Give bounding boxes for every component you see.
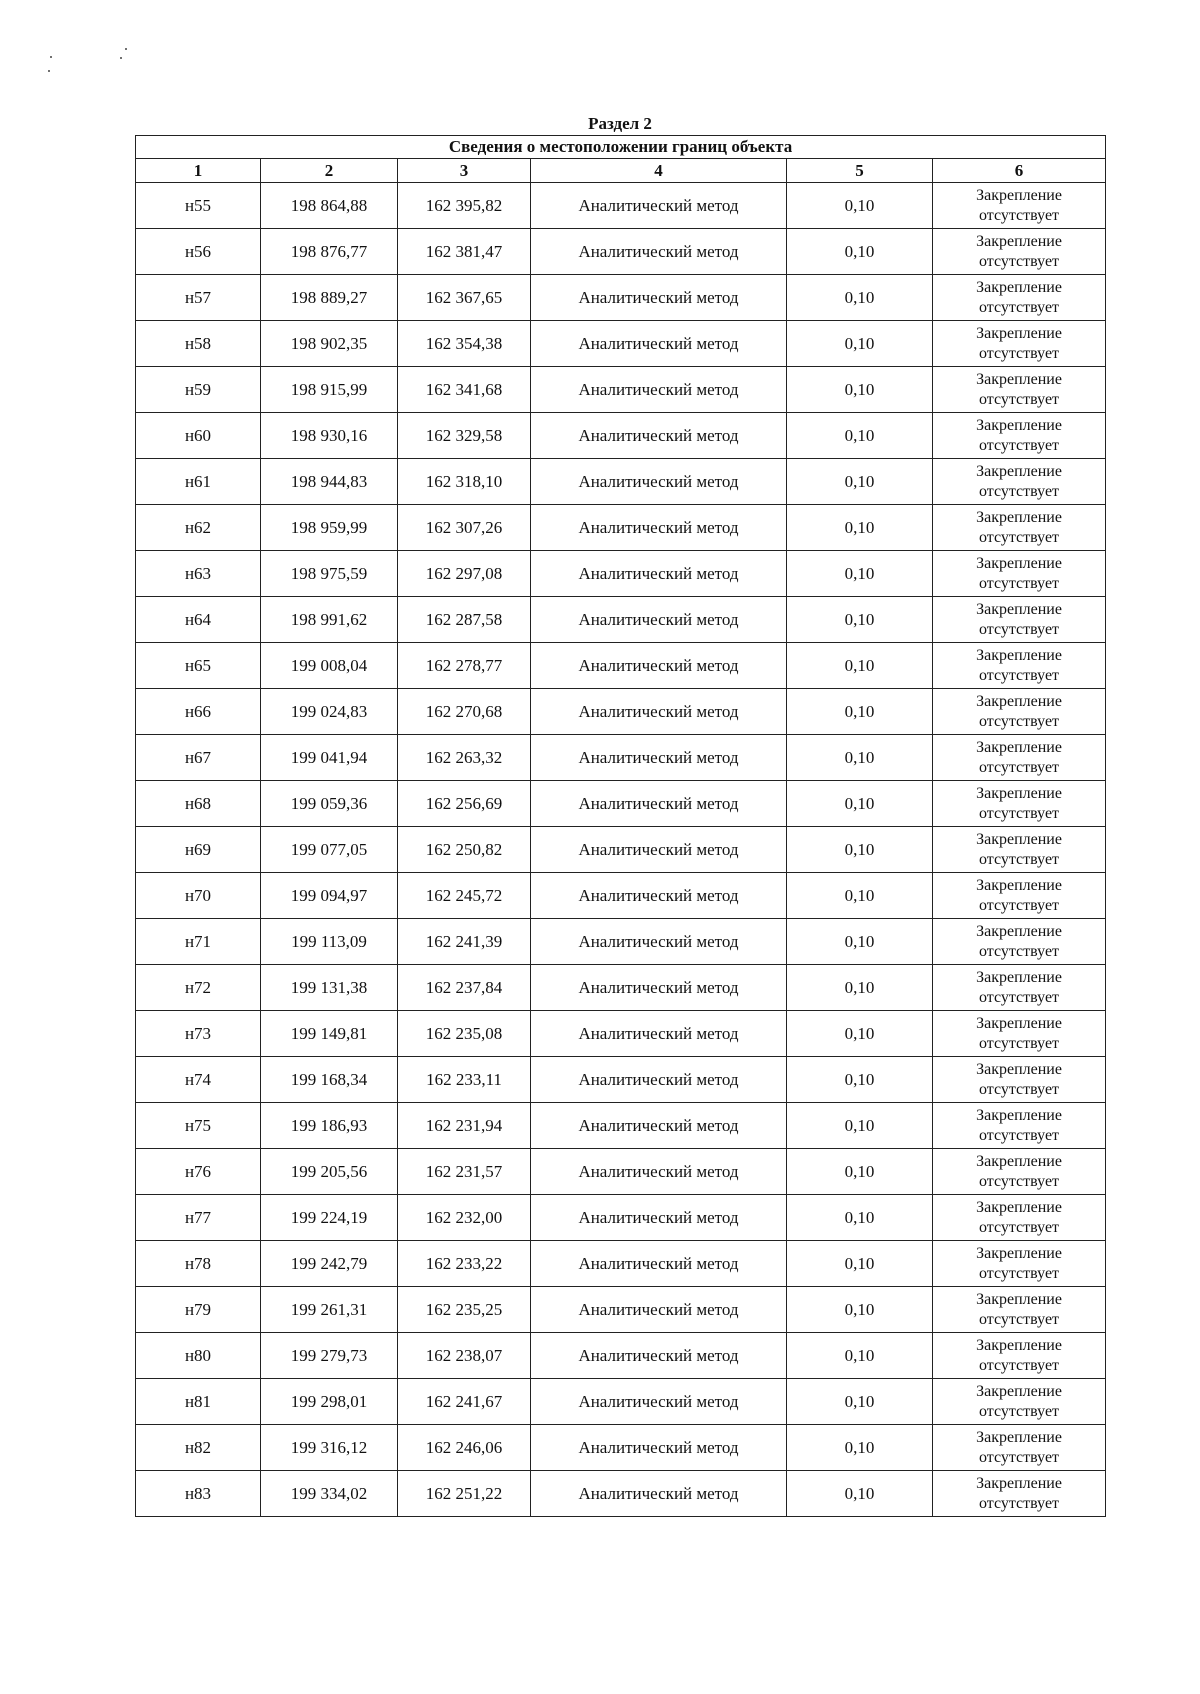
y-coordinate-cell: 162 287,58 [398, 597, 531, 643]
accuracy-cell: 0,10 [787, 1011, 933, 1057]
accuracy-cell: 0,10 [787, 1287, 933, 1333]
fixing-line: Закрепление [976, 1152, 1062, 1170]
accuracy-cell: 0,10 [787, 551, 933, 597]
table-row [136, 1287, 1106, 1333]
table-row [136, 505, 1106, 551]
fixing-line: отсутствует [979, 344, 1060, 362]
fixing-line: отсутствует [979, 1218, 1060, 1236]
accuracy-cell: 0,10 [787, 229, 933, 275]
fixing-line: Закрепление [976, 1336, 1062, 1354]
x-coordinate-cell: 198 902,35 [261, 321, 398, 367]
table-row [136, 367, 1106, 413]
y-coordinate-cell: 162 256,69 [398, 781, 531, 827]
fixing-line: Закрепление [976, 554, 1062, 572]
fixing-cell [933, 229, 1106, 275]
fixing-cell [933, 505, 1106, 551]
table-row [136, 735, 1106, 781]
method-cell: Аналитический метод [531, 1471, 787, 1517]
fixing-cell [933, 919, 1106, 965]
y-coordinate-cell: 162 232,00 [398, 1195, 531, 1241]
accuracy-cell: 0,10 [787, 597, 933, 643]
fixing-cell [933, 1103, 1106, 1149]
fixing-line: отсутствует [979, 1264, 1060, 1282]
y-coordinate-cell: 162 381,47 [398, 229, 531, 275]
point-cell: н66 [136, 689, 261, 735]
x-coordinate-cell: 198 991,62 [261, 597, 398, 643]
point-cell: н67 [136, 735, 261, 781]
accuracy-cell: 0,10 [787, 459, 933, 505]
accuracy-cell: 0,10 [787, 1379, 933, 1425]
method-cell: Аналитический метод [531, 1425, 787, 1471]
y-coordinate-cell: 162 241,67 [398, 1379, 531, 1425]
table-row [136, 689, 1106, 735]
accuracy-cell: 0,10 [787, 643, 933, 689]
y-coordinate-cell: 162 231,94 [398, 1103, 531, 1149]
y-coordinate-cell: 162 233,11 [398, 1057, 531, 1103]
fixing-line: Закрепление [976, 1244, 1062, 1262]
x-coordinate-cell: 199 041,94 [261, 735, 398, 781]
accuracy-cell: 0,10 [787, 275, 933, 321]
table-row [136, 1333, 1106, 1379]
fixing-cell [933, 597, 1106, 643]
fixing-line: Закрепление [976, 232, 1062, 250]
point-cell: н55 [136, 183, 261, 229]
fixing-line: отсутствует [979, 988, 1060, 1006]
fixing-cell [933, 1333, 1106, 1379]
y-coordinate-cell: 162 251,22 [398, 1471, 531, 1517]
point-cell: н60 [136, 413, 261, 459]
fixing-line: отсутствует [979, 1448, 1060, 1466]
method-cell: Аналитический метод [531, 1333, 787, 1379]
fixing-line: отсутствует [979, 850, 1060, 868]
x-coordinate-cell: 199 094,97 [261, 873, 398, 919]
method-cell: Аналитический метод [531, 1379, 787, 1425]
y-coordinate-cell: 162 318,10 [398, 459, 531, 505]
point-cell: н69 [136, 827, 261, 873]
fixing-line: Закрепление [976, 508, 1062, 526]
x-coordinate-cell: 199 059,36 [261, 781, 398, 827]
x-coordinate-cell: 198 915,99 [261, 367, 398, 413]
fixing-line: отсутствует [979, 252, 1060, 270]
point-cell: н68 [136, 781, 261, 827]
fixing-cell [933, 1379, 1106, 1425]
method-cell: Аналитический метод [531, 1241, 787, 1287]
fixing-line: Закрепление [976, 278, 1062, 296]
fixing-line: Закрепление [976, 692, 1062, 710]
fixing-line: отсутствует [979, 1356, 1060, 1374]
scan-speck [48, 70, 50, 72]
fixing-line: Закрепление [976, 324, 1062, 342]
fixing-line: Закрепление [976, 922, 1062, 940]
method-cell: Аналитический метод [531, 321, 787, 367]
method-cell: Аналитический метод [531, 781, 787, 827]
method-cell: Аналитический метод [531, 229, 787, 275]
accuracy-cell: 0,10 [787, 1471, 933, 1517]
fixing-cell [933, 183, 1106, 229]
point-cell: н73 [136, 1011, 261, 1057]
x-coordinate-cell: 198 944,83 [261, 459, 398, 505]
method-cell: Аналитический метод [531, 275, 787, 321]
column-number: 6 [933, 159, 1106, 183]
table-row [136, 1011, 1106, 1057]
y-coordinate-cell: 162 278,77 [398, 643, 531, 689]
fixing-cell [933, 367, 1106, 413]
point-cell: н61 [136, 459, 261, 505]
fixing-line: отсутствует [979, 712, 1060, 730]
accuracy-cell: 0,10 [787, 183, 933, 229]
column-number: 1 [136, 159, 261, 183]
table-row [136, 1379, 1106, 1425]
fixing-cell [933, 735, 1106, 781]
fixing-cell [933, 1287, 1106, 1333]
table-body [136, 183, 1106, 1517]
x-coordinate-cell: 199 008,04 [261, 643, 398, 689]
y-coordinate-cell: 162 297,08 [398, 551, 531, 597]
method-cell: Аналитический метод [531, 459, 787, 505]
x-coordinate-cell: 198 959,99 [261, 505, 398, 551]
column-number: 3 [398, 159, 531, 183]
table-row [136, 597, 1106, 643]
point-cell: н82 [136, 1425, 261, 1471]
y-coordinate-cell: 162 329,58 [398, 413, 531, 459]
accuracy-cell: 0,10 [787, 1057, 933, 1103]
point-cell: н62 [136, 505, 261, 551]
y-coordinate-cell: 162 307,26 [398, 505, 531, 551]
y-coordinate-cell: 162 235,25 [398, 1287, 531, 1333]
point-cell: н80 [136, 1333, 261, 1379]
method-cell: Аналитический метод [531, 551, 787, 597]
y-coordinate-cell: 162 238,07 [398, 1333, 531, 1379]
table-row [136, 919, 1106, 965]
fixing-line: Закрепление [976, 830, 1062, 848]
accuracy-cell: 0,10 [787, 873, 933, 919]
point-cell: н57 [136, 275, 261, 321]
y-coordinate-cell: 162 263,32 [398, 735, 531, 781]
x-coordinate-cell: 199 077,05 [261, 827, 398, 873]
fixing-cell [933, 1241, 1106, 1287]
fixing-cell [933, 1011, 1106, 1057]
fixing-line: отсутствует [979, 1172, 1060, 1190]
accuracy-cell: 0,10 [787, 505, 933, 551]
point-cell: н56 [136, 229, 261, 275]
x-coordinate-cell: 199 149,81 [261, 1011, 398, 1057]
table-row [136, 459, 1106, 505]
fixing-line: отсутствует [979, 942, 1060, 960]
point-cell: н79 [136, 1287, 261, 1333]
fixing-cell [933, 1425, 1106, 1471]
accuracy-cell: 0,10 [787, 1195, 933, 1241]
fixing-cell [933, 1471, 1106, 1517]
y-coordinate-cell: 162 395,82 [398, 183, 531, 229]
table-row [136, 183, 1106, 229]
fixing-cell [933, 1195, 1106, 1241]
y-coordinate-cell: 162 235,08 [398, 1011, 531, 1057]
accuracy-cell: 0,10 [787, 965, 933, 1011]
method-cell: Аналитический метод [531, 827, 787, 873]
x-coordinate-cell: 199 279,73 [261, 1333, 398, 1379]
point-cell: н72 [136, 965, 261, 1011]
fixing-cell [933, 321, 1106, 367]
y-coordinate-cell: 162 246,06 [398, 1425, 531, 1471]
fixing-line: Закрепление [976, 876, 1062, 894]
table-row [136, 1195, 1106, 1241]
fixing-cell [933, 459, 1106, 505]
accuracy-cell: 0,10 [787, 919, 933, 965]
x-coordinate-cell: 199 131,38 [261, 965, 398, 1011]
fixing-line: отсутствует [979, 758, 1060, 776]
accuracy-cell: 0,10 [787, 827, 933, 873]
accuracy-cell: 0,10 [787, 689, 933, 735]
method-cell: Аналитический метод [531, 919, 787, 965]
fixing-line: Закрепление [976, 1198, 1062, 1216]
accuracy-cell: 0,10 [787, 367, 933, 413]
column-number: 2 [261, 159, 398, 183]
y-coordinate-cell: 162 245,72 [398, 873, 531, 919]
fixing-line: Закрепление [976, 1014, 1062, 1032]
scan-speck [125, 48, 127, 50]
fixing-line: Закрепление [976, 1428, 1062, 1446]
fixing-line: Закрепление [976, 738, 1062, 756]
fixing-line: отсутствует [979, 298, 1060, 316]
method-cell: Аналитический метод [531, 597, 787, 643]
fixing-cell [933, 873, 1106, 919]
point-cell: н71 [136, 919, 261, 965]
fixing-line: Закрепление [976, 462, 1062, 480]
point-cell: н63 [136, 551, 261, 597]
table-row [136, 1425, 1106, 1471]
method-cell: Аналитический метод [531, 1057, 787, 1103]
point-cell: н74 [136, 1057, 261, 1103]
table-row [136, 643, 1106, 689]
fixing-line: отсутствует [979, 620, 1060, 638]
fixing-line: Закрепление [976, 1106, 1062, 1124]
fixing-cell [933, 781, 1106, 827]
x-coordinate-cell: 199 242,79 [261, 1241, 398, 1287]
x-coordinate-cell: 199 168,34 [261, 1057, 398, 1103]
point-cell: н65 [136, 643, 261, 689]
fixing-line: Закрепление [976, 968, 1062, 986]
method-cell: Аналитический метод [531, 1149, 787, 1195]
x-coordinate-cell: 199 205,56 [261, 1149, 398, 1195]
table-row [136, 1149, 1106, 1195]
point-cell: н81 [136, 1379, 261, 1425]
method-cell: Аналитический метод [531, 1195, 787, 1241]
fixing-line: Закрепление [976, 1382, 1062, 1400]
method-cell: Аналитический метод [531, 873, 787, 919]
fixing-line: отсутствует [979, 666, 1060, 684]
table-row [136, 827, 1106, 873]
fixing-line: отсутствует [979, 436, 1060, 454]
x-coordinate-cell: 198 876,77 [261, 229, 398, 275]
fixing-line: отсутствует [979, 1310, 1060, 1328]
column-number: 5 [787, 159, 933, 183]
table-caption: Сведения о местоположении границ объекта [136, 136, 1106, 159]
table-row [136, 873, 1106, 919]
scan-speck [120, 57, 122, 59]
point-cell: н58 [136, 321, 261, 367]
accuracy-cell: 0,10 [787, 735, 933, 781]
accuracy-cell: 0,10 [787, 1333, 933, 1379]
accuracy-cell: 0,10 [787, 1103, 933, 1149]
y-coordinate-cell: 162 341,68 [398, 367, 531, 413]
x-coordinate-cell: 199 298,01 [261, 1379, 398, 1425]
fixing-line: Закрепление [976, 1474, 1062, 1492]
fixing-cell [933, 827, 1106, 873]
fixing-line: Закрепление [976, 416, 1062, 434]
point-cell: н77 [136, 1195, 261, 1241]
method-cell: Аналитический метод [531, 1287, 787, 1333]
column-number: 4 [531, 159, 787, 183]
fixing-line: отсутствует [979, 206, 1060, 224]
x-coordinate-cell: 199 224,19 [261, 1195, 398, 1241]
x-coordinate-cell: 198 975,59 [261, 551, 398, 597]
table-row [136, 1057, 1106, 1103]
point-cell: н64 [136, 597, 261, 643]
fixing-line: Закрепление [976, 1060, 1062, 1078]
method-cell: Аналитический метод [531, 965, 787, 1011]
fixing-line: отсутствует [979, 1126, 1060, 1144]
table-row [136, 781, 1106, 827]
point-cell: н59 [136, 367, 261, 413]
fixing-cell [933, 275, 1106, 321]
point-cell: н75 [136, 1103, 261, 1149]
fixing-line: Закрепление [976, 600, 1062, 618]
x-coordinate-cell: 199 261,31 [261, 1287, 398, 1333]
fixing-line: отсутствует [979, 390, 1060, 408]
y-coordinate-cell: 162 231,57 [398, 1149, 531, 1195]
fixing-line: Закрепление [976, 370, 1062, 388]
fixing-line: Закрепление [976, 646, 1062, 664]
method-cell: Аналитический метод [531, 505, 787, 551]
section-title: Раздел 2 [588, 114, 652, 133]
method-cell: Аналитический метод [531, 735, 787, 781]
method-cell: Аналитический метод [531, 367, 787, 413]
fixing-line: отсутствует [979, 482, 1060, 500]
method-cell: Аналитический метод [531, 413, 787, 459]
fixing-cell [933, 965, 1106, 1011]
accuracy-cell: 0,10 [787, 413, 933, 459]
table-caption-row [136, 136, 1106, 159]
table-row [136, 321, 1106, 367]
x-coordinate-cell: 198 864,88 [261, 183, 398, 229]
x-coordinate-cell: 199 334,02 [261, 1471, 398, 1517]
fixing-cell [933, 1149, 1106, 1195]
method-cell: Аналитический метод [531, 643, 787, 689]
fixing-cell [933, 643, 1106, 689]
x-coordinate-cell: 198 930,16 [261, 413, 398, 459]
fixing-line: Закрепление [976, 784, 1062, 802]
fixing-line: Закрепление [976, 186, 1062, 204]
fixing-line: отсутствует [979, 1080, 1060, 1098]
y-coordinate-cell: 162 367,65 [398, 275, 531, 321]
method-cell: Аналитический метод [531, 1103, 787, 1149]
accuracy-cell: 0,10 [787, 321, 933, 367]
column-number-row [136, 159, 1106, 183]
table-row [136, 1103, 1106, 1149]
method-cell: Аналитический метод [531, 183, 787, 229]
fixing-line: отсутствует [979, 1402, 1060, 1420]
boundary-coordinates-table [135, 135, 1106, 1517]
fixing-line: отсутствует [979, 528, 1060, 546]
point-cell: н76 [136, 1149, 261, 1195]
accuracy-cell: 0,10 [787, 781, 933, 827]
point-cell: н70 [136, 873, 261, 919]
y-coordinate-cell: 162 250,82 [398, 827, 531, 873]
accuracy-cell: 0,10 [787, 1241, 933, 1287]
point-cell: н78 [136, 1241, 261, 1287]
accuracy-cell: 0,10 [787, 1425, 933, 1471]
accuracy-cell: 0,10 [787, 1149, 933, 1195]
table-row [136, 551, 1106, 597]
table-row [136, 965, 1106, 1011]
x-coordinate-cell: 199 024,83 [261, 689, 398, 735]
y-coordinate-cell: 162 270,68 [398, 689, 531, 735]
fixing-cell [933, 413, 1106, 459]
x-coordinate-cell: 199 316,12 [261, 1425, 398, 1471]
y-coordinate-cell: 162 237,84 [398, 965, 531, 1011]
fixing-line: отсутствует [979, 1034, 1060, 1052]
point-cell: н83 [136, 1471, 261, 1517]
fixing-line: отсутствует [979, 1494, 1060, 1512]
table-row [136, 229, 1106, 275]
fixing-cell [933, 689, 1106, 735]
fixing-line: отсутствует [979, 896, 1060, 914]
method-cell: Аналитический метод [531, 1011, 787, 1057]
y-coordinate-cell: 162 354,38 [398, 321, 531, 367]
scan-speck [50, 56, 52, 58]
fixing-line: Закрепление [976, 1290, 1062, 1308]
fixing-line: отсутствует [979, 804, 1060, 822]
table-row [136, 275, 1106, 321]
y-coordinate-cell: 162 233,22 [398, 1241, 531, 1287]
table-row [136, 413, 1106, 459]
method-cell: Аналитический метод [531, 689, 787, 735]
x-coordinate-cell: 198 889,27 [261, 275, 398, 321]
table-row [136, 1241, 1106, 1287]
table-row [136, 1471, 1106, 1517]
y-coordinate-cell: 162 241,39 [398, 919, 531, 965]
x-coordinate-cell: 199 113,09 [261, 919, 398, 965]
fixing-cell [933, 551, 1106, 597]
fixing-line: отсутствует [979, 574, 1060, 592]
fixing-cell [933, 1057, 1106, 1103]
x-coordinate-cell: 199 186,93 [261, 1103, 398, 1149]
